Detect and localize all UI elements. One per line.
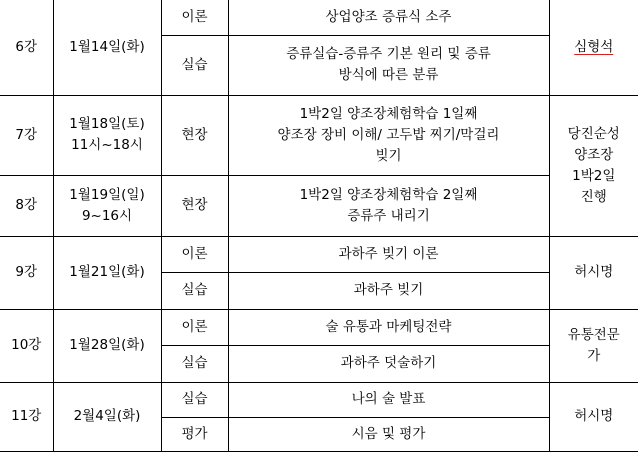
session-number: 9강 [0, 236, 53, 309]
class-content: 과하주 덧술하기 [228, 345, 549, 382]
session-date: 1월14일(화) [53, 0, 161, 95]
class-content: 과하주 빚기 [228, 272, 549, 309]
session-date: 1월18일(토) 11시~18시 [53, 95, 161, 175]
class-type: 실습 [161, 35, 228, 95]
instructor-cell [549, 0, 638, 95]
class-content: 시음 및 평가 [228, 417, 549, 451]
class-type: 평가 [161, 417, 228, 451]
session-date: 2월4일(화) [53, 382, 161, 451]
table-row [0, 309, 638, 345]
session-number: 8강 [0, 175, 53, 236]
table-row [0, 382, 638, 417]
session-date: 1월21일(화) [53, 236, 161, 309]
class-type: 현장 [161, 175, 228, 236]
class-type: 실습 [161, 382, 228, 417]
table-row [0, 95, 638, 175]
class-content: 과하주 빚기 이론 [228, 236, 549, 272]
class-content: 증류실습-증류주 기본 원리 및 증류 방식에 따른 분류 [228, 35, 549, 95]
session-number: 11강 [0, 382, 53, 451]
table-row [0, 175, 638, 236]
instructor-name: 허시명 [549, 382, 638, 451]
class-type: 실습 [161, 272, 228, 309]
session-number: 6강 [0, 0, 53, 95]
class-content: 술 유통과 마케팅전략 [228, 309, 549, 345]
table-row [0, 0, 638, 35]
instructor-name: 당진순성 양조장 1박2일 진행 [549, 95, 638, 236]
instructor-name: 심형석 [574, 38, 614, 55]
class-content: 1박2일 양조장체험학습 1일째 양조장 장비 이해/ 고두밥 찌기/막걸리 빚기 [228, 95, 549, 175]
class-type: 이론 [161, 0, 228, 35]
class-type: 이론 [161, 309, 228, 345]
class-content: 1박2일 양조장체험학습 2일째 증류주 내리기 [228, 175, 549, 236]
instructor-name: 허시명 [549, 236, 638, 309]
class-content: 나의 술 발표 [228, 382, 549, 417]
class-content: 상업양조 증류식 소주 [228, 0, 549, 35]
session-number: 7강 [0, 95, 53, 175]
class-type: 현장 [161, 95, 228, 175]
instructor-name: 유통전문 가 [549, 309, 638, 382]
session-date: 1월28일(화) [53, 309, 161, 382]
table-row [0, 236, 638, 272]
session-number: 10강 [0, 309, 53, 382]
class-type: 실습 [161, 345, 228, 382]
session-date: 1월19일(일) 9~16시 [53, 175, 161, 236]
class-type: 이론 [161, 236, 228, 272]
